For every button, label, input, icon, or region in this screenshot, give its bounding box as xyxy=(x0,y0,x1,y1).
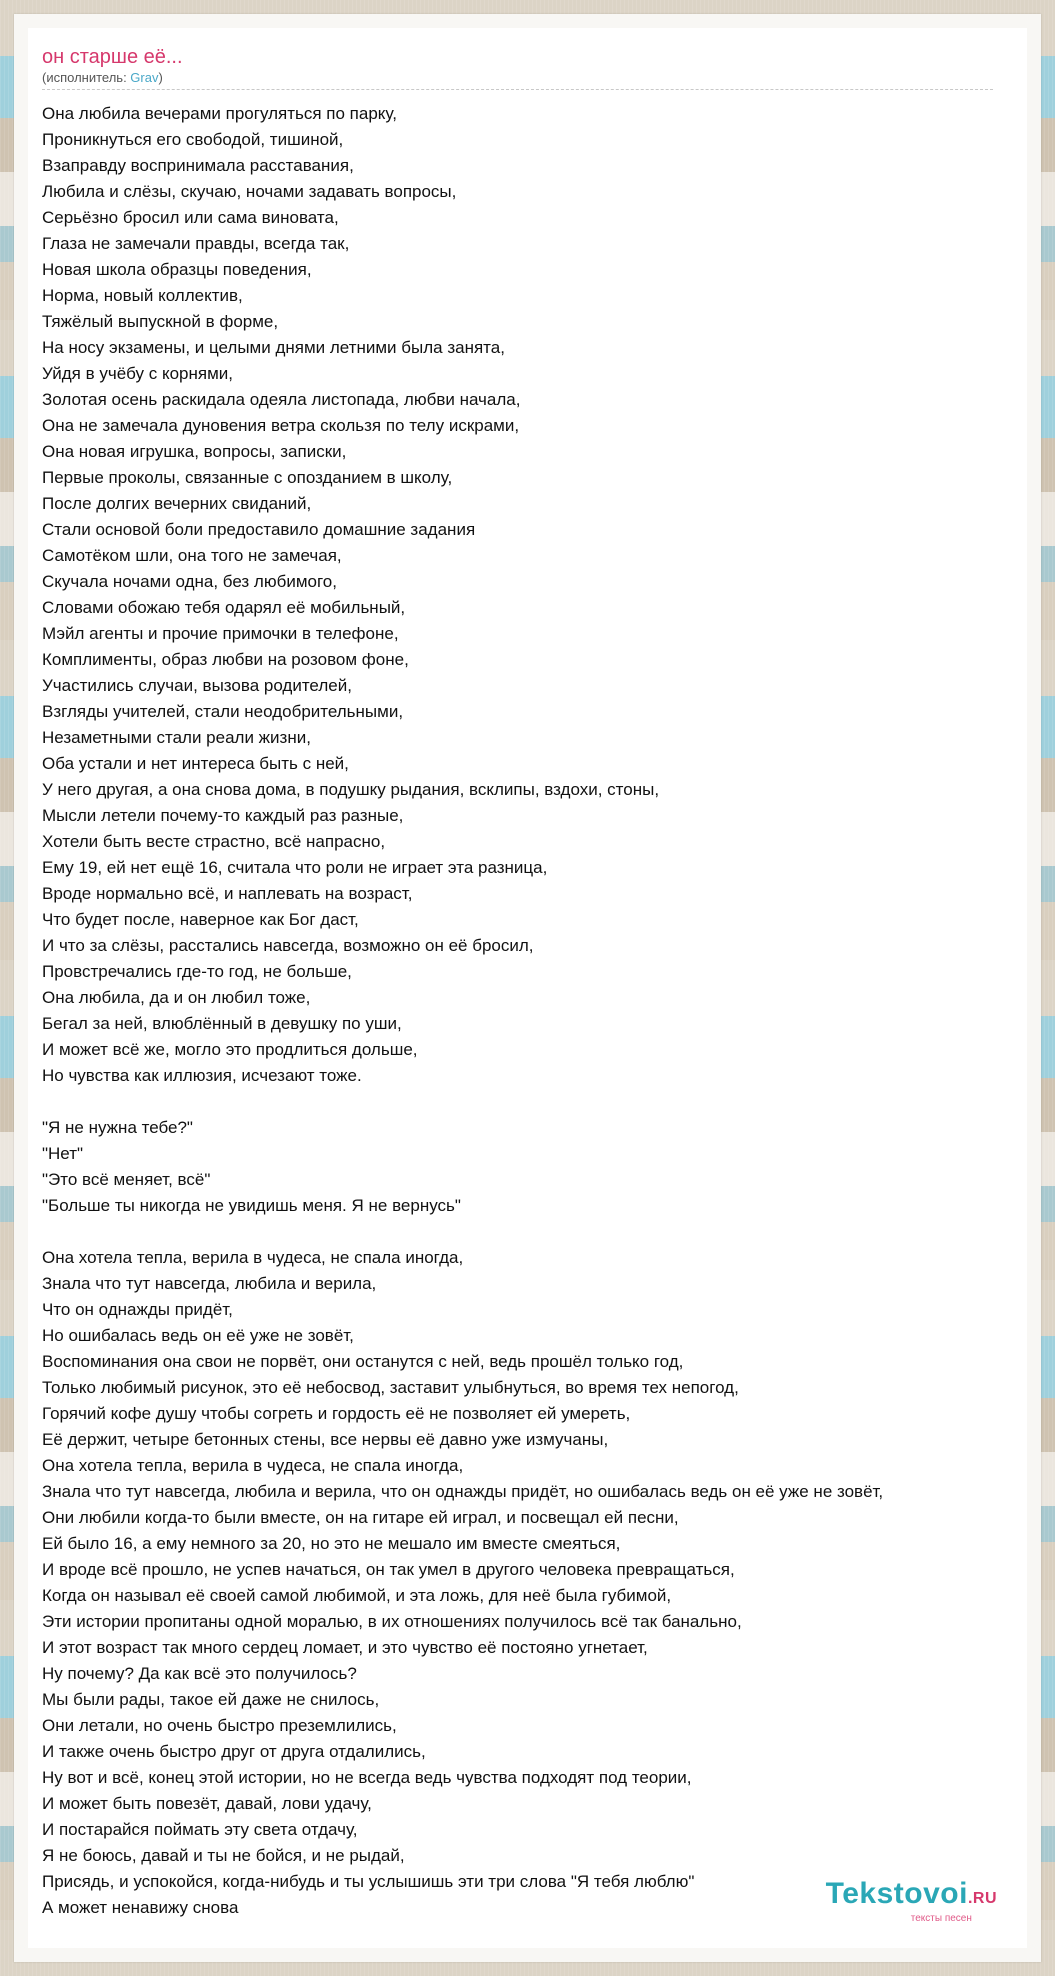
lyric-line: У него другая, а она снова дома, в подушку рыдания, всклипы, вздохи, стоны, xyxy=(42,780,660,799)
lyric-line: Стали основой боли предоставило домашние задания xyxy=(42,520,476,539)
stanza-1 xyxy=(42,101,1013,1089)
lyric-line: Хотели быть весте страстно, всё напрасно, xyxy=(42,832,386,851)
lyric-line: Норма, новый коллектив, xyxy=(42,286,243,305)
lyric-line: Её держит, четыре бетонных стены, все нервы её давно уже измучаны, xyxy=(42,1430,609,1449)
lyric-line: Она любила, да и он любил тоже, xyxy=(42,988,311,1007)
lyric-line: Глаза не замечали правды, всегда так, xyxy=(42,234,350,253)
lyric-line: "Это всё меняет, всё" xyxy=(42,1170,211,1189)
lyric-line: Серьёзно бросил или сама виновата, xyxy=(42,208,339,227)
lyric-line: Золотая осень раскидала одеяла листопада, любви начала, xyxy=(42,390,521,409)
lyric-line: Первые проколы, связанные с опозданием в школу, xyxy=(42,468,453,487)
lyric-line: Эти истории пропитаны одной моралью, в их отношениях получилось всё так банально, xyxy=(42,1612,742,1631)
lyric-line: Мэйл агенты и прочие примочки в телефоне, xyxy=(42,624,399,643)
lyric-line: Вроде нормально всё, и наплевать на возраст, xyxy=(42,884,413,903)
lyric-line: Тяжёлый выпускной в форме, xyxy=(42,312,279,331)
lyric-line: Ему 19, ей нет ещё 16, считала что роли не играет эта разница, xyxy=(42,858,548,877)
artist-line xyxy=(42,69,993,90)
lyric-line: Бегал за ней, влюблённый в девушку по уши, xyxy=(42,1014,402,1033)
lyric-line: Они любили когда-то были вместе, он на гитаре ей играл, и посвещал ей песни, xyxy=(42,1508,679,1527)
lyric-line: "Нет" xyxy=(42,1144,84,1163)
lyric-line: Только любимый рисунок, это её небосвод, заставит улыбнуться, во время тех непогод, xyxy=(42,1378,739,1397)
artist-link[interactable]: Grav xyxy=(130,70,159,85)
stanza-divider xyxy=(42,1089,1013,1115)
lyric-line: Незаметными стали реали жизни, xyxy=(42,728,311,747)
lyric-line: Когда он называл её своей самой любимой, и эта ложь, для неё была губимой, xyxy=(42,1586,672,1605)
lyric-line: Уйдя в учёбу с корнями, xyxy=(42,364,233,383)
lyric-line: Что он однажды придёт, xyxy=(42,1300,233,1319)
artist-prefix: (исполнитель: xyxy=(42,70,131,85)
lyrics-card xyxy=(28,28,1027,1948)
lyric-line: Взаправду воспринимала расставания, xyxy=(42,156,354,175)
lyric-line: Словами обожаю тебя одарял её мобильный, xyxy=(42,598,406,617)
lyric-line: Участились случаи, вызова родителей, xyxy=(42,676,352,695)
lyric-line: И вроде всё прошло, не успев начаться, он так умел в другого человека превращаться, xyxy=(42,1560,735,1579)
lyric-line: Она хотела тепла, верила в чудеса, не спала иногда, xyxy=(42,1248,464,1267)
lyric-line: Ей было 16, а ему немного за 20, но это не мешало им вместе смеяться, xyxy=(42,1534,621,1553)
lyric-line: Ну вот и всё, конец этой истории, но не всегда ведь чувства подходят под теории, xyxy=(42,1768,692,1787)
lyric-line: Знала что тут навсегда, любила и верила, xyxy=(42,1274,377,1293)
song-title: он старше её... xyxy=(42,46,183,68)
lyric-line: Мысли летели почему-то каждый раз разные, xyxy=(42,806,404,825)
lyric-line: Я не боюсь, давай и ты не бойся, и не рыдай, xyxy=(42,1846,405,1865)
lyric-line: Знала что тут навсегда, любила и верила, что он однажды придёт, но ошибалась ведь он её уже не зовёт, xyxy=(42,1482,884,1501)
lyric-line: Скучала ночами одна, без любимого, xyxy=(42,572,337,591)
logo-wordmark xyxy=(826,1878,997,1915)
stanza-2 xyxy=(42,1115,1013,1219)
lyric-line: Но чувства как иллюзия, исчезают тоже. xyxy=(42,1066,362,1085)
lyric-line: Самотёком шли, она того не замечая, xyxy=(42,546,342,565)
lyric-line: Она хотела тепла, верила в чудеса, не спала иногда, xyxy=(42,1456,464,1475)
lyric-line: Любила и слёзы, скучаю, ночами задавать вопросы, xyxy=(42,182,457,201)
lyric-line: Взгляды учителей, стали неодобрительными, xyxy=(42,702,404,721)
lyric-line: На носу экзамены, и целыми днями летними была занята, xyxy=(42,338,505,357)
lyric-line: Она любила вечерами прогуляться по парку, xyxy=(42,104,397,123)
stanza-3 xyxy=(42,1245,1013,1921)
lyric-line: Новая школа образцы поведения, xyxy=(42,260,312,279)
logo-domain: .RU xyxy=(967,1890,997,1907)
lyric-line: И может быть повезёт, давай, лови удачу, xyxy=(42,1794,372,1813)
lyric-line: Они летали, но очень быстро преземлились, xyxy=(42,1716,397,1735)
logo-tagline: тексты песен xyxy=(910,1913,972,1924)
site-watermark-logo xyxy=(826,1878,997,1924)
lyric-line: Но ошибалась ведь он её уже не зовёт, xyxy=(42,1326,354,1345)
lyric-line: После долгих вечерних свиданий, xyxy=(42,494,312,513)
lyric-line: А может ненавижу снова xyxy=(42,1898,239,1917)
lyric-line: Что будет после, наверное как Бог даст, xyxy=(42,910,359,929)
lyric-line: Проникнуться его свободой, тишиной, xyxy=(42,130,344,149)
artist-suffix: ) xyxy=(158,70,163,85)
lyric-line: "Больше ты никогда не увидишь меня. Я не вернусь" xyxy=(42,1196,461,1215)
lyric-line: И что за слёзы, расстались навсегда, возможно он её бросил, xyxy=(42,936,534,955)
lyric-line: И также очень быстро друг от друга отдалились, xyxy=(42,1742,426,1761)
lyric-line: И постарайся поймать эту света отдачу, xyxy=(42,1820,358,1839)
stanza-divider xyxy=(42,1219,1013,1245)
lyric-line: И этот возраст так много сердец ломает, и это чувство её постояно угнетает, xyxy=(42,1638,648,1657)
lyric-line: И может всё же, могло это продлиться дольше, xyxy=(42,1040,418,1059)
lyric-line: Она не замечала дуновения ветра скользя по телу искрами, xyxy=(42,416,520,435)
lyric-line: "Я не нужна тебе?" xyxy=(42,1118,193,1137)
lyric-line: Присядь, и успокойся, когда-нибудь и ты услышишь эти три слова "Я тебя люблю" xyxy=(42,1872,695,1891)
lyrics-text xyxy=(42,101,1013,1921)
logo-brand: Tekstovoi xyxy=(825,1877,968,1910)
lyric-line: Воспоминания она свои не порвёт, они останутся с ней, ведь прошёл только год, xyxy=(42,1352,684,1371)
lyric-line: Комплименты, образ любви на розовом фоне, xyxy=(42,650,409,669)
lyric-line: Провстречались где-то год, не больше, xyxy=(42,962,352,981)
lyric-line: Мы были рады, такое ей даже не снилось, xyxy=(42,1690,380,1709)
lyric-line: Оба устали и нет интереса быть с ней, xyxy=(42,754,349,773)
lyric-line: Горячий кофе душу чтобы согреть и гордость её не позволяет ей умереть, xyxy=(42,1404,631,1423)
lyric-line: Ну почему? Да как всё это получилось? xyxy=(42,1664,357,1683)
lyric-line: Она новая игрушка, вопросы, записки, xyxy=(42,442,347,461)
